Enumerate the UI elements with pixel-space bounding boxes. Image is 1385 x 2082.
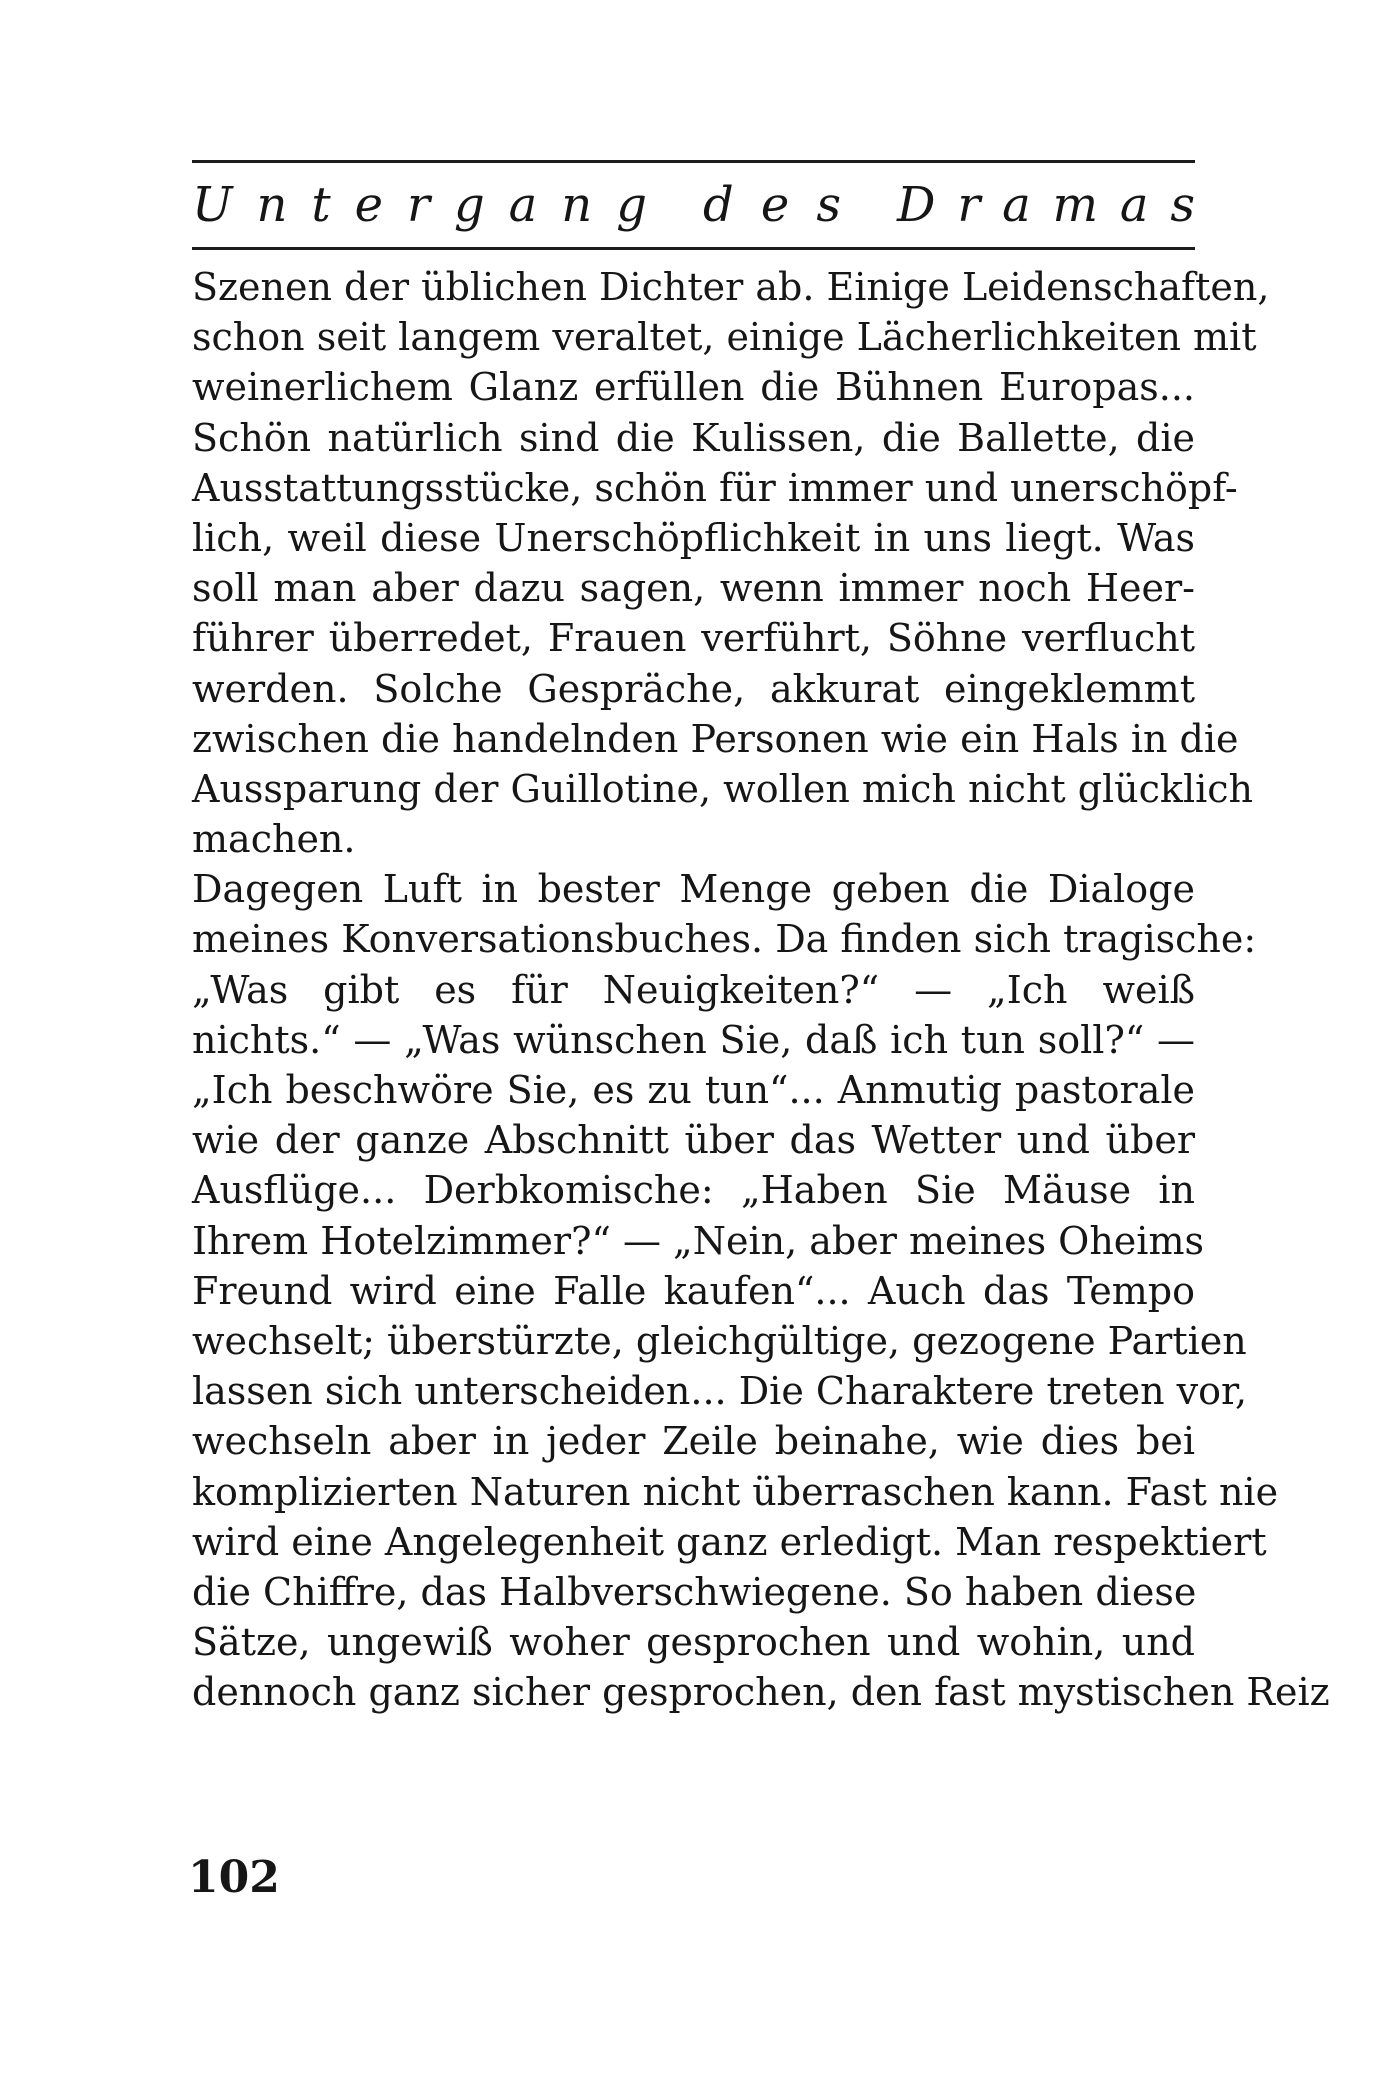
text-line: nichts.“ — „Was wünschen Sie, daß ich tun soll?“ — bbox=[192, 1017, 1195, 1062]
running-head-word bbox=[192, 172, 647, 238]
text-line: Dagegen Luft in bester Menge geben die Dialoge bbox=[192, 867, 1195, 912]
text-line: Szenen der üblichen Dichter ab. Einige Leidenschaften, bbox=[192, 265, 1270, 309]
running-head-letter: a bbox=[1119, 177, 1149, 233]
running-head-letter: r bbox=[957, 177, 981, 233]
running-head-letter: n bbox=[256, 177, 288, 233]
running-head-letter: g bbox=[453, 177, 485, 233]
text-line: Ausflüge... Derbkomische: „Haben Sie Mäuse in bbox=[192, 1168, 1195, 1213]
text-line: soll man aber dazu sagen, wenn immer noch Heer- bbox=[192, 566, 1195, 611]
text-line: wechselt; überstürzte, gleichgültige, gezogene Partien bbox=[192, 1318, 1247, 1363]
page-number: 102 bbox=[188, 1852, 280, 1903]
text-line: „Ich beschwöre Sie, es zu tun“... Anmutig pastorale bbox=[192, 1068, 1195, 1112]
text-line: komplizierten Naturen nicht überraschen kann. Fast nie bbox=[192, 1469, 1279, 1514]
running-head-word bbox=[703, 172, 841, 238]
text-line: Ausstattungsstücke, schön für immer und unerschöpf- bbox=[192, 465, 1238, 510]
text-line: wird eine Angelegenheit ganz erledigt. Man respektiert bbox=[192, 1519, 1267, 1564]
running-head-letter: t bbox=[311, 177, 331, 233]
text-line: lassen sich unterscheiden... Die Charaktere treten vor, bbox=[192, 1369, 1248, 1414]
running-head-letter: e bbox=[354, 177, 384, 233]
text-line: wechseln aber in jeder Zeile beinahe, wie dies bei bbox=[192, 1419, 1195, 1464]
running-head-letter: s bbox=[1170, 177, 1195, 233]
running-head-letter: s bbox=[816, 177, 841, 233]
text-line: die Chiffre, das Halbverschwiegene. So haben diese bbox=[192, 1569, 1197, 1614]
header-rule-top bbox=[192, 160, 1195, 163]
text-line: Schön natürlich sind die Kulissen, die Ballette, die bbox=[192, 415, 1195, 460]
text-line: werden. Solche Gespräche, akkurat eingeklemmt bbox=[192, 666, 1195, 711]
text-line: dennoch ganz sicher gesprochen, den fast mystischen Reiz bbox=[192, 1670, 1330, 1715]
running-head-letter: a bbox=[1002, 177, 1031, 233]
running-head-letter: g bbox=[616, 177, 647, 233]
body-text bbox=[192, 262, 1330, 1717]
text-line: lich, weil diese Unerschöpflichkeit in uns liegt. Was bbox=[192, 515, 1195, 560]
running-head bbox=[192, 172, 1195, 238]
text-line: Sätze, ungewiß woher gesprochen und wohin, und bbox=[192, 1620, 1195, 1665]
text-line: machen. bbox=[192, 817, 356, 862]
header-rule-bottom bbox=[192, 247, 1195, 250]
text-line: Ihrem Hotelzimmer?“ — „Nein, aber meines Oheims bbox=[192, 1218, 1204, 1263]
text-line: schon seit langem veraltet, einige Lächerlichkeiten mit bbox=[192, 315, 1257, 360]
running-head-letter: e bbox=[760, 177, 790, 233]
text-line: weinerlichem Glanz erfüllen die Bühnen Europas... bbox=[192, 365, 1195, 410]
running-head-letter: U bbox=[192, 177, 233, 233]
running-head-letter: d bbox=[703, 177, 734, 233]
text-line: wie der ganze Abschnitt über das Wetter und über bbox=[192, 1118, 1195, 1163]
running-head-letter: m bbox=[1052, 177, 1099, 233]
text-line: „Was gibt es für Neuigkeiten?“ — „Ich weiß bbox=[192, 967, 1195, 1012]
text-line: Aussparung der Guillotine, wollen mich nicht glücklich bbox=[192, 766, 1254, 811]
running-head-letter: D bbox=[897, 177, 936, 233]
running-head-word bbox=[897, 172, 1195, 238]
running-head-letter: a bbox=[508, 177, 538, 233]
running-head-letter: r bbox=[407, 177, 430, 233]
running-head-letter: n bbox=[561, 177, 593, 233]
text-line: meines Konversationsbuches. Da finden sich tragische: bbox=[192, 917, 1257, 962]
text-line: zwischen die handelnden Personen wie ein Hals in die bbox=[192, 716, 1239, 761]
text-line: Freund wird eine Falle kaufen“... Auch das Tempo bbox=[192, 1268, 1195, 1313]
text-line: führer überredet, Frauen verführt, Söhne verflucht bbox=[192, 616, 1195, 661]
